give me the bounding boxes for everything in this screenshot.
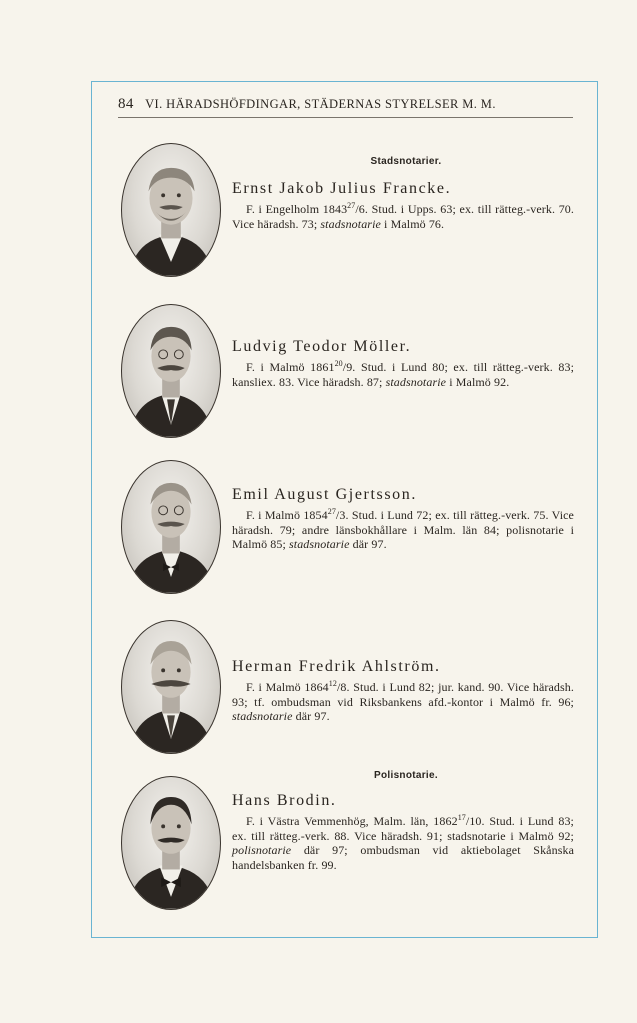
bio-emphasis: stadsnotarie [232,709,293,724]
entry-name: Ernst Jakob Julius Francke. [232,180,452,197]
entry-bio [232,508,574,552]
portrait-moller-image [122,305,220,437]
entry-bio [232,680,574,724]
bio-superscript: 12 [328,679,337,688]
chapter-title: VI. HÄRADSHÖFDINGAR, STÄDERNAS STYRELSER M. M. [145,97,496,111]
entry-ahlstrom [232,658,574,724]
bio-superscript: 27 [347,201,356,210]
entry-brodin [232,792,574,872]
entry-name: Herman Fredrik Ahlström. [232,658,441,675]
entry-bio [232,814,574,872]
entry-moller [232,338,574,389]
entry-gjertsson [232,486,574,552]
entry-name: Hans Brodin. [232,792,337,809]
bio-text: i Malmö 76. [380,216,445,231]
portrait-brodin-image [122,777,220,909]
portrait-brodin [121,776,221,910]
entry-francke [232,180,574,231]
bio-superscript: 20 [334,359,343,368]
running-head [118,96,578,113]
bio-text: F. i Engelholm 1843 [246,202,348,216]
portrait-moller [121,304,221,438]
bio-text: /3. Stud. i Lund 72; ex. till rätteg.-verk. 75. Vice häradsh. 79; andre länsbokhållare i Malm. län 84; polisnotarie i Malmö 85; [232,508,574,552]
bio-superscript: 17 [457,813,466,822]
bio-emphasis: stadsnotarie [289,537,350,552]
bio-text: där 97. [292,709,330,724]
portrait-ahlstrom [121,620,221,754]
bio-emphasis: polisnotarie [232,843,292,858]
bio-text: /8. Stud. i Lund 82; jur. kand. 90. Vice häradsh. 93; tf. ombudsman vid Riksbankens afd.-kontor i Malmö fr. 96; [232,680,574,709]
bio-text: där 97. [349,537,387,552]
entry-bio [232,360,574,389]
bio-text: i Malmö 92. [446,374,510,389]
entry-name: Ludvig Teodor Möller. [232,338,412,355]
bio-text: F. i Malmö 1854 [246,508,328,522]
bio-text: /10. Stud. i Lund 83; ex. till rätteg.-verk. 88. Vice häradsh. 91; stadsnotarie i Malmö 92; [232,814,574,843]
portrait-gjertsson-image [122,461,220,593]
page-number: 84 [118,96,134,112]
portrait-ahlstrom-image [122,621,220,753]
bio-text: /9. Stud. i Lund 80; ex. till rätteg.-verk. 83; kansliex. 83. Vice häradsh. 87; [232,360,575,389]
section-heading-polisnotarie: Polisnotarie. [374,770,438,781]
header-rule [118,117,573,118]
entry-name: Emil August Gjertsson. [232,486,417,503]
bio-text: F. i Malmö 1861 [246,360,335,374]
portrait-francke [121,143,221,277]
entry-bio [232,202,574,231]
bio-superscript: 27 [327,507,336,516]
bio-text: F. i Malmö 1864 [246,680,329,694]
portrait-gjertsson [121,460,221,594]
bio-emphasis: stadsnotarie [385,374,447,389]
bio-emphasis: stadsnotarie [320,216,381,231]
bio-text: där 97; ombudsman vid aktiebolaget Skånska handelsbanken fr. 99. [232,843,574,872]
bio-text: /6. Stud. i Upps. 63; ex. till rätteg.-verk. 70. Vice häradsh. 73; [232,202,574,231]
portrait-francke-image [122,144,220,276]
bio-text: F. i Västra Vemmenhög, Malm. län, 1862 [246,814,458,828]
section-heading-stadsnotarier: Stadsnotarier. [370,156,442,167]
